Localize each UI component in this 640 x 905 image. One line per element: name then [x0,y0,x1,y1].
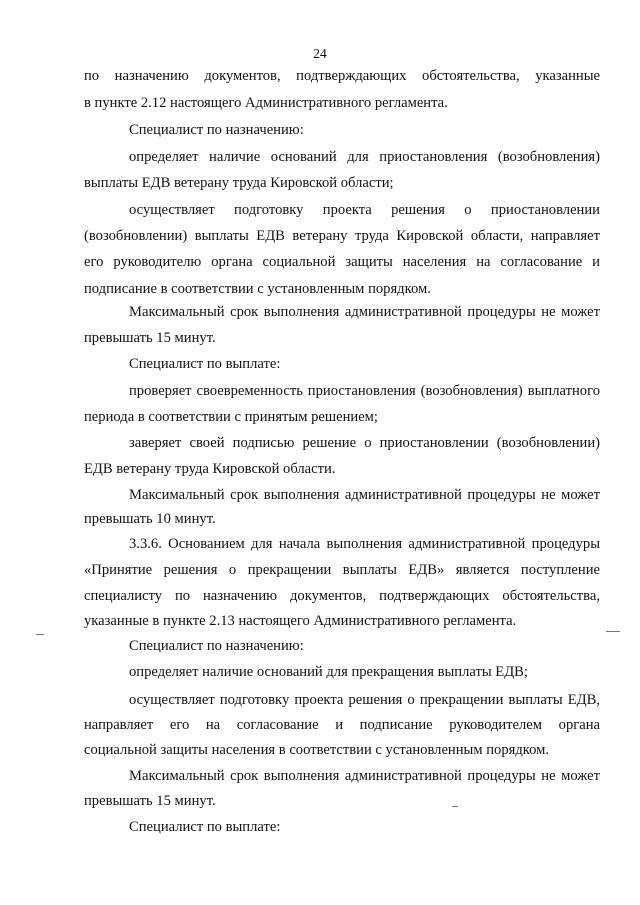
text-line: Специалист по выплате: [129,356,281,372]
text-line: периода в соответствии с принятым решением; [84,409,378,425]
text-line: превышать 10 минут. [84,511,216,527]
page-number: 24 [313,46,327,61]
text-line: (возобновлении) выплаты ЕДВ ветерану труда Кировской области, направляет [84,228,600,244]
text-line: Максимальный срок выполнения административной процедуры не может [129,768,600,784]
scan-artifact [36,634,44,635]
text-line: осуществляет подготовку проекта решения о прекращении выплаты ЕДВ, [129,692,600,708]
scan-artifact [452,806,458,807]
text-line: в пункте 2.12 настоящего Административного регламента. [84,95,448,111]
text-line: подписание в соответствии с установленным порядком. [84,281,431,297]
text-line: выплаты ЕДВ ветерану труда Кировской области; [84,175,394,191]
text-line: «Принятие решения о прекращении выплаты ЕДВ» является поступление [84,562,600,578]
text-line: превышать 15 минут. [84,330,216,346]
text-line: по назначению документов, подтверждающих обстоятельства, указанные [84,68,600,84]
text-line: ЕДВ ветерану труда Кировской области. [84,461,336,477]
text-line: его руководителю органа социальной защиты населения на согласование и [84,254,600,270]
text-line: социальной защиты населения в соответствии с установленным порядком. [84,742,550,758]
text-line: определяет наличие оснований для приостановления (возобновления) [129,149,600,165]
text-line: 3.3.6. Основанием для начала выполнения административной процедуры [129,536,600,552]
text-line: Специалист по назначению: [129,638,304,654]
text-line: Специалист по назначению: [129,122,304,138]
text-line: определяет наличие оснований для прекращения выплаты ЕДВ; [129,664,528,680]
text-line: заверяет своей подписью решение о приостановлении (возобновлении) [129,435,600,451]
scan-artifact [606,631,620,632]
text-line: Специалист по выплате: [129,819,281,835]
text-line: Максимальный срок выполнения административной процедуры не может [129,304,600,320]
text-line: превышать 15 минут. [84,793,216,809]
text-line: направляет его на согласование и подписание руководителем органа [84,717,600,733]
text-line: проверяет своевременность приостановления (возобновления) выплатного [129,383,600,399]
text-line: Максимальный срок выполнения административной процедуры не может [129,487,600,503]
text-line: указанные в пункте 2.13 настоящего Административного регламента. [84,613,517,629]
text-line: осуществляет подготовку проекта решения о приостановлении [129,202,600,218]
text-line: специалисту по назначению документов, подтверждающих обстоятельства, [84,588,600,604]
